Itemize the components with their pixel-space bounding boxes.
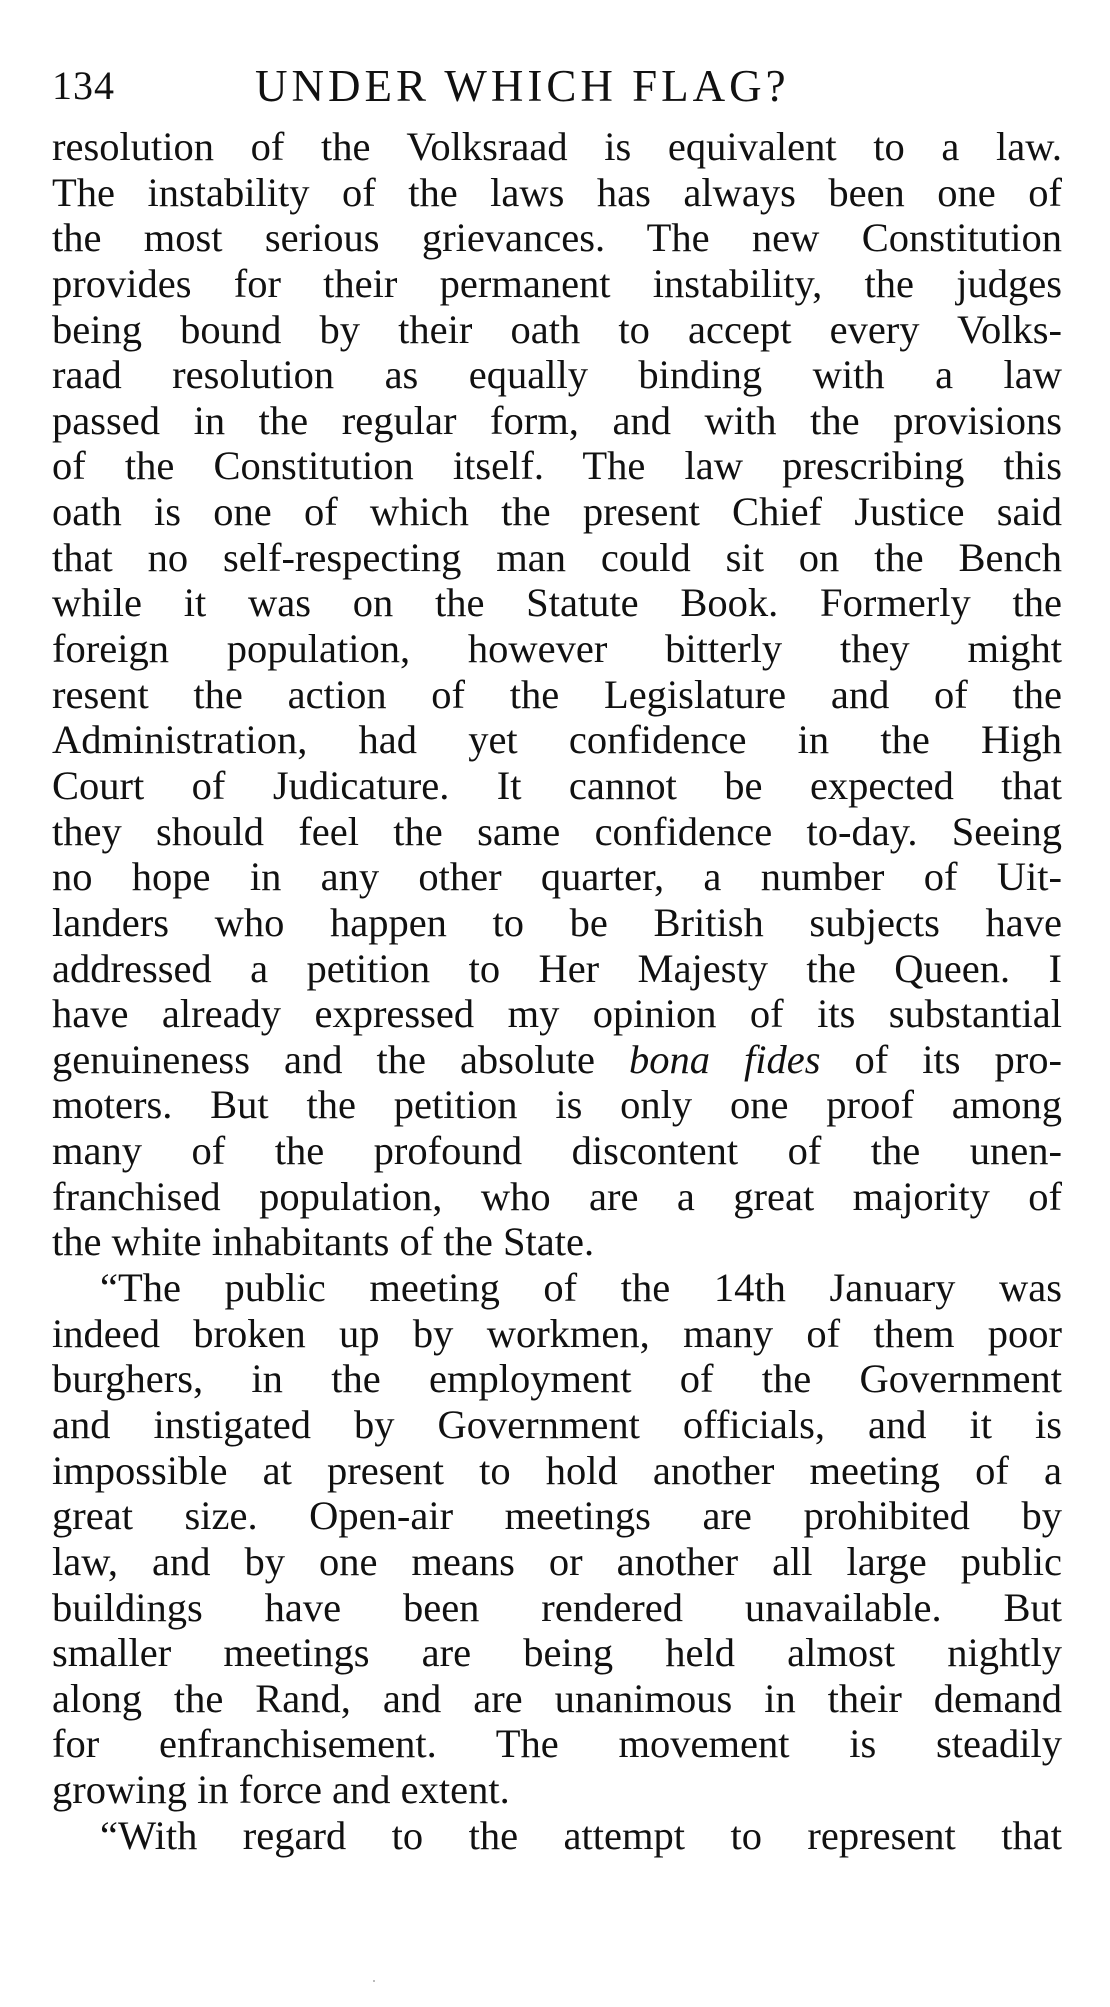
text-line: [52, 1037, 1062, 1083]
text-line: law, and by one means or another all large public: [52, 1538, 1062, 1584]
body-text: [52, 124, 1062, 1858]
text-line: indeed broken up by workmen, many of them poor: [52, 1310, 1062, 1356]
text-line: the most serious grievances. The new Constitution: [52, 215, 1062, 261]
text-line: franchised population, who are a great majority of: [52, 1173, 1062, 1219]
text-line: many of the profound discontent of the unen-: [52, 1128, 1062, 1174]
text-line: moters. But the petition is only one proof among: [52, 1082, 1062, 1128]
text-line: Court of Judicature. It cannot be expected that: [52, 762, 1062, 808]
text-line: Administration, had yet confidence in the High: [52, 717, 1062, 763]
text-line: buildings have been rendered unavailable. But: [52, 1584, 1062, 1630]
text-line: impossible at present to hold another meeting of a: [52, 1447, 1062, 1493]
text-line: provides for their permanent instability, the judges: [52, 260, 1062, 306]
text-line: they should feel the same confidence to-day. Seeing: [52, 808, 1062, 854]
text-segment: genuineness and the absolute: [52, 1036, 629, 1082]
text-line: smaller meetings are being held almost nightly: [52, 1630, 1062, 1676]
page-header: [52, 56, 1062, 116]
text-line: that no self-respecting man could sit on the Bench: [52, 534, 1062, 580]
text-line: oath is one of which the present Chief Justice said: [52, 489, 1062, 535]
text-line: addressed a petition to Her Majesty the Queen. I: [52, 945, 1062, 991]
scan-mark: [373, 1980, 375, 1982]
text-line: The instability of the laws has always been one of: [52, 169, 1062, 215]
text-line: along the Rand, and are unanimous in their demand: [52, 1675, 1062, 1721]
text-line: foreign population, however bitterly they might: [52, 626, 1062, 672]
text-line: “The public meeting of the 14th January was: [100, 1265, 1062, 1311]
running-head: UNDER WHICH FLAG?: [255, 61, 790, 111]
text-line: “With regard to the attempt to represent that: [100, 1812, 1062, 1858]
text-line: growing in force and extent.: [52, 1767, 510, 1813]
text-line: passed in the regular form, and with the provisions: [52, 397, 1062, 443]
text-line: resent the action of the Legislature and of the: [52, 671, 1062, 717]
text-line: of the Constitution itself. The law prescribing this: [52, 443, 1062, 489]
text-line: landers who happen to be British subjects have: [52, 899, 1062, 945]
text-line: no hope in any other quarter, a number of Uit-: [52, 854, 1062, 900]
page-number: 134: [52, 63, 115, 108]
text-line: while it was on the Statute Book. Formerly the: [52, 580, 1062, 626]
text-line: burghers, in the employment of the Government: [52, 1356, 1062, 1402]
text-line: and instigated by Government officials, and it is: [52, 1401, 1062, 1447]
text-line: raad resolution as equally binding with a law: [52, 352, 1062, 398]
text-line: for enfranchisement. The movement is steadily: [52, 1721, 1062, 1767]
text-line: being bound by their oath to accept every Volks-: [52, 306, 1062, 352]
text-line: have already expressed my opinion of its substantial: [52, 991, 1062, 1037]
text-line: great size. Open-air meetings are prohibited by: [52, 1493, 1062, 1539]
text-segment: of its pro-: [820, 1036, 1062, 1082]
text-line: the white inhabitants of the State.: [52, 1219, 595, 1265]
text-line: resolution of the Volksraad is equivalent to a law.: [52, 124, 1062, 169]
italic-phrase: bona fides: [628, 1036, 821, 1082]
